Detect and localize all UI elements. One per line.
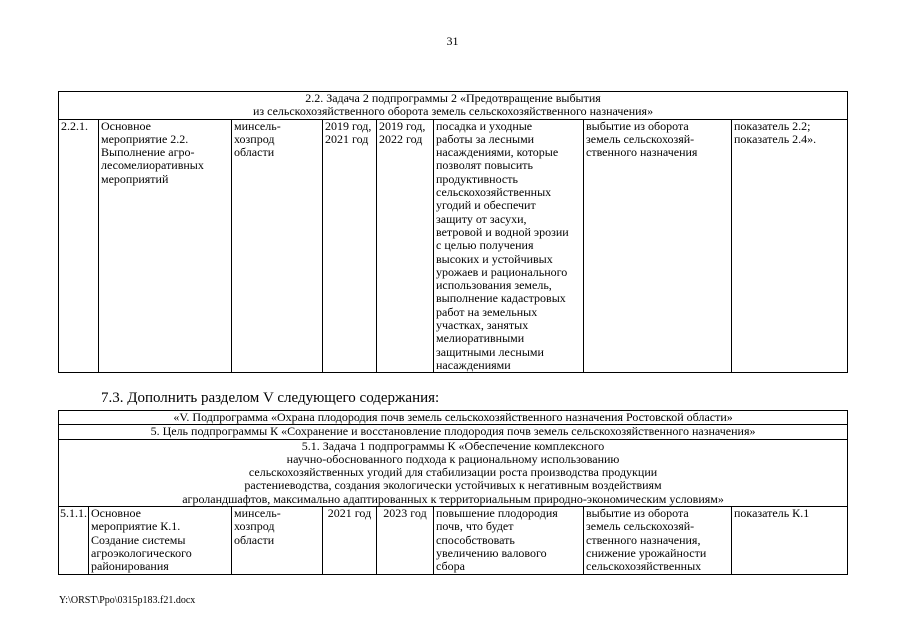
table-subprogram-2 (58, 91, 848, 373)
table-subprogram-k (58, 410, 848, 575)
task-heading: 2.2. Задача 2 подпрограммы 2 «Предотвращение выбытия из сельскохозяйственного оборота земель сельскохозяйственного назначения» (59, 92, 848, 120)
end-period: 2023 год (377, 507, 434, 575)
row-number: 5.1.1. (59, 507, 89, 575)
start-period: 2019 год, 2021 год (323, 119, 377, 373)
table-row (59, 119, 848, 373)
executor: минсель- хозпрод области (232, 507, 323, 575)
expected-result: повышение плодородия почв, что будет способствовать увеличению валового сбора (434, 507, 584, 575)
row-number: 2.2.1. (59, 119, 99, 373)
start-period: 2021 год (323, 507, 377, 575)
consequence: выбытие из оборота земель сельскохозяй- ственного назначения, снижение урожайности сельскохозяйственных (584, 507, 732, 575)
indicator: показатель К.1 (732, 507, 848, 575)
activity-name: Основное мероприятие К.1. Создание системы агроэкологического районирования (89, 507, 232, 575)
activity-name: Основное мероприятие 2.2. Выполнение агро- лесомелиоративных мероприятий (99, 119, 232, 373)
consequence: выбытие из оборота земель сельскохозяй- ственного назначения (584, 119, 732, 373)
expected-result: посадка и уходные работы за лесными насаждениями, которые позволят повысить продуктивность сельскохозяйственных угодий и обеспечит защиту от засухи, ветровой и водной эрозии с целью получения высоких и устойчивых урожаев и рационального использования земель, выполнение кадастровых работ на земельных участках, занятых мелиоративными защитными лесными насаждениями (434, 119, 584, 373)
table-row (59, 507, 848, 575)
file-path-footer: Y:\ORST\Ppo\0315p183.f21.docx (59, 595, 196, 606)
task-heading-row (59, 439, 848, 506)
program-goal: 5. Цель подпрограммы К «Сохранение и восстановление плодородия почв земель сельскохозяйственного назначения» (59, 425, 848, 439)
task-heading-row (59, 92, 848, 120)
program-title: «V. Подпрограмма «Охрана плодородия почв земель сельскохозяйственного назначения Ростовской области» (59, 411, 848, 425)
executor: минсель- хозпрод области (232, 119, 323, 373)
task-heading: 5.1. Задача 1 подпрограммы К «Обеспечение комплексного научно-обоснованного подхода к рациональному использованию сельскохозяйственных угодий для стабилизации роста производства продукции растениеводства, создания экологически устойчивых к негативным воздействиям агроландшафтов, максимально адаптированных к территориальным природно-экономическим условиям» (59, 439, 848, 506)
goal-row (59, 425, 848, 439)
page-number: 31 (446, 34, 459, 48)
section-subheading: 7.3. Дополнить разделом V следующего содержания: (101, 390, 440, 406)
program-title-row (59, 411, 848, 425)
end-period: 2019 год, 2022 год (377, 119, 434, 373)
indicator: показатель 2.2; показатель 2.4». (732, 119, 848, 373)
